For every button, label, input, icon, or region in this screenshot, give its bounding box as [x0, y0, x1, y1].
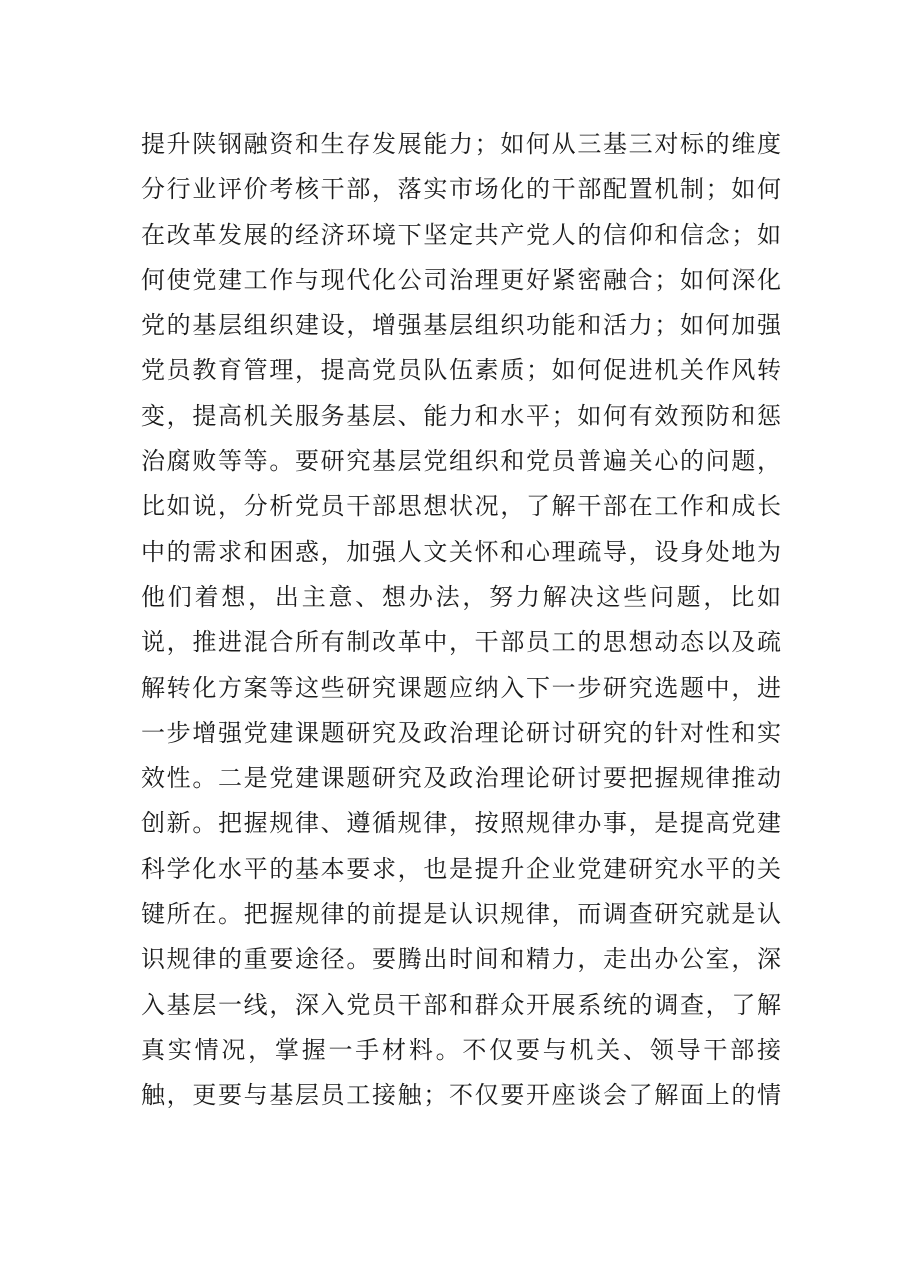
text-line: 提升陕钢融资和生存发展能力；如何从三基三对标的维度: [141, 130, 781, 158]
body-paragraph: [141, 122, 781, 1119]
text-line: 创新。把握规律、遵循规律，按照规律办事，是提高党建: [141, 809, 781, 838]
text-line: 在改革发展的经济环境下坚定共产党人的信仰和信念；如: [141, 220, 781, 249]
text-line: 一步增强党建课题研究及政治理论研讨研究的针对性和实: [141, 718, 781, 747]
text-line: 识规律的重要途径。要腾出时间和精力，走出办公室，深: [141, 945, 781, 974]
text-line: 真实情况，掌握一手材料。不仅要与机关、领导干部接: [141, 1035, 781, 1064]
text-line: 党员教育管理，提高党员队伍素质；如何促进机关作风转: [141, 356, 781, 385]
text-line: 党的基层组织建设，增强基层组织功能和活力；如何加强: [141, 311, 781, 340]
text-line: 键所在。把握规律的前提是认识规律，而调查研究就是认: [141, 900, 781, 929]
text-line: 治腐败等等。要研究基层党组织和党员普遍关心的问题，: [141, 447, 781, 476]
text-line: 中的需求和困惑，加强人文关怀和心理疏导，设身处地为: [141, 537, 781, 566]
text-line: 何使党建工作与现代化公司治理更好紧密融合；如何深化: [141, 265, 781, 294]
text-line: 触，更要与基层员工接触；不仅要开座谈会了解面上的情: [141, 1081, 781, 1110]
text-line: 效性。二是党建课题研究及政治理论研讨要把握规律推动: [141, 764, 781, 793]
text-line: 科学化水平的基本要求，也是提升企业党建研究水平的关: [141, 854, 781, 883]
text-line: 说，推进混合所有制改革中，干部员工的思想动态以及疏: [141, 628, 781, 657]
text-line: 变，提高机关服务基层、能力和水平；如何有效预防和惩: [141, 401, 781, 430]
text-line: 分行业评价考核干部，落实市场化的干部配置机制；如何: [141, 175, 781, 204]
text-line: 比如说，分析党员干部思想状况，了解干部在工作和成长: [141, 492, 781, 521]
text-line: 解转化方案等这些研究课题应纳入下一步研究选题中，进: [141, 673, 781, 702]
text-line: 他们着想，出主意、想办法，努力解决这些问题，比如: [141, 582, 781, 611]
text-line: 入基层一线，深入党员干部和群众开展系统的调查，了解: [141, 990, 781, 1019]
